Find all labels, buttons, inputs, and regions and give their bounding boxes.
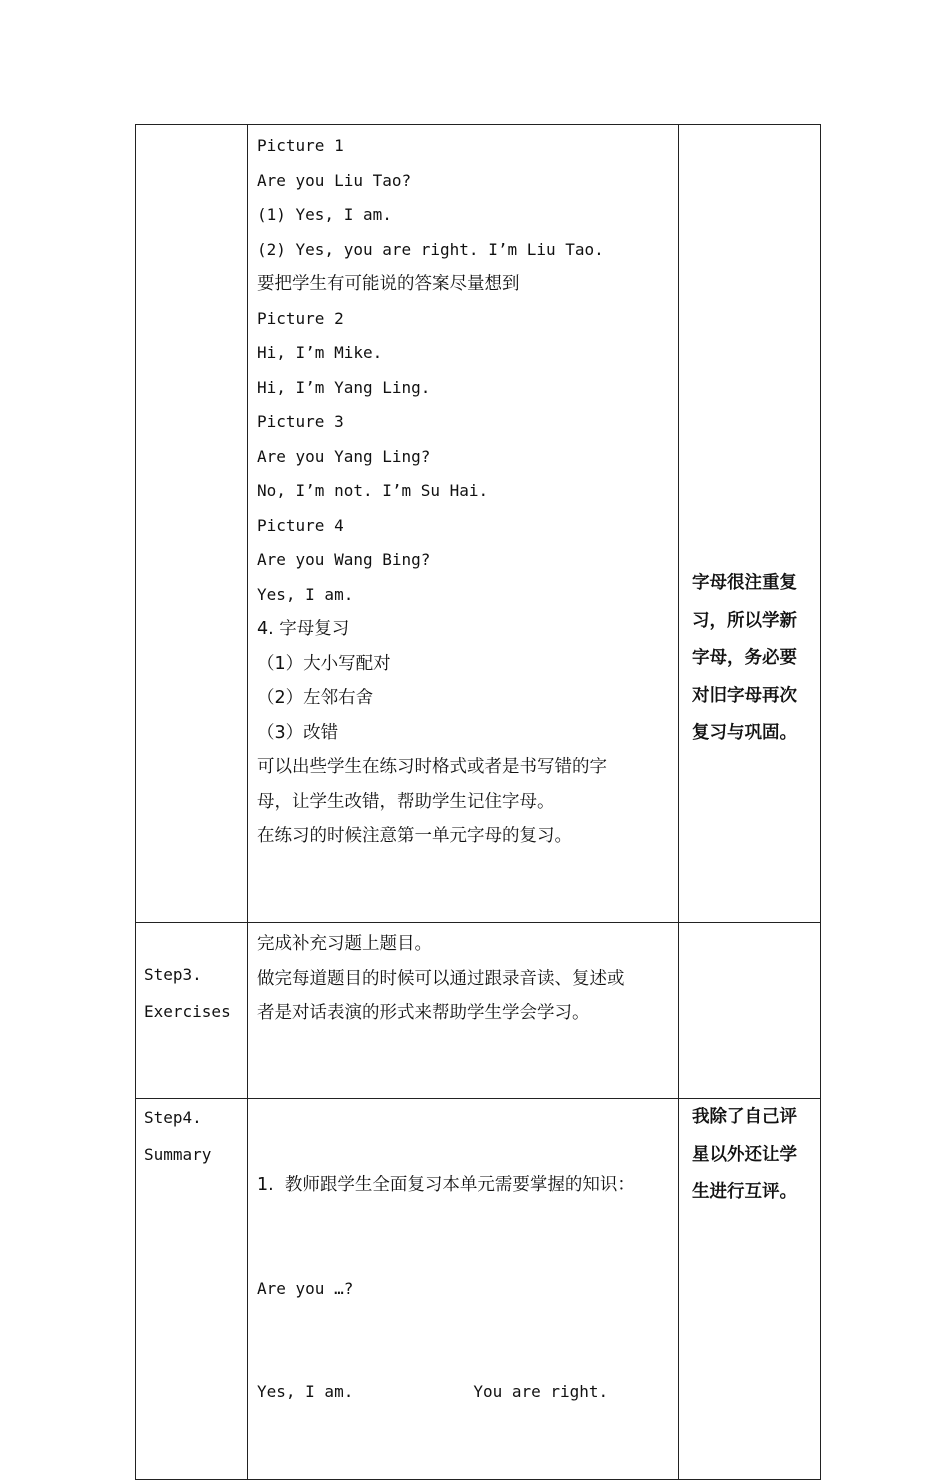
summary-answer-b: You are right. bbox=[473, 1382, 609, 1401]
procedure-line-17: （2）左邻右舍 bbox=[257, 688, 374, 708]
step-label-line-2: Exercises bbox=[144, 1002, 231, 1021]
procedure-line-12: Picture 4 bbox=[257, 515, 344, 535]
procedure-line-1: Picture 1 bbox=[257, 136, 344, 155]
procedure-text bbox=[248, 923, 678, 1031]
lesson-plan-table bbox=[135, 124, 821, 1480]
procedure-line-3: (1) Yes, I am. bbox=[257, 205, 392, 224]
procedure-line-1: 完成补充习题上题目。 bbox=[257, 934, 432, 954]
procedure-line-6: Picture 2 bbox=[257, 308, 344, 328]
summary-line-2: Are you …? bbox=[257, 1278, 354, 1298]
procedure-line-15: 4. 字母复习 bbox=[257, 619, 350, 639]
procedure-line-2: Are you Liu Tao? bbox=[257, 170, 412, 190]
step-label-line-2: Summary bbox=[144, 1145, 212, 1164]
procedure-line-16: （1）大小写配对 bbox=[257, 653, 391, 674]
note-line-5: 复习与巩固。 bbox=[692, 723, 797, 743]
summary-line-3 bbox=[257, 1375, 670, 1410]
step-label-cell bbox=[136, 923, 248, 1099]
summary-answer-a: Yes, I am. bbox=[257, 1382, 354, 1401]
note-line-3: 生进行互评。 bbox=[692, 1182, 797, 1202]
note-line-3: 字母，务必要 bbox=[692, 648, 797, 668]
procedure-line-10: Are you Yang Ling? bbox=[257, 446, 431, 466]
procedure-line-20: 母，让学生改错，帮助学生记住字母。 bbox=[257, 791, 555, 812]
note-cell bbox=[679, 923, 821, 1099]
note-line-2: 星以外还让学 bbox=[692, 1144, 797, 1165]
procedure-line-2: 做完每道题目的时候可以通过跟录音读、复述或 bbox=[257, 968, 625, 989]
procedure-line-3: 者是对话表演的形式来帮助学生学会学习。 bbox=[257, 1003, 590, 1023]
note-line-1: 我除了自己评 bbox=[692, 1107, 797, 1127]
step-label bbox=[136, 1099, 247, 1173]
step-label-cell-empty bbox=[136, 125, 248, 923]
table-row-exercises bbox=[136, 923, 821, 1099]
table-row-picture-practice bbox=[136, 125, 821, 923]
note-cell bbox=[679, 125, 821, 923]
procedure-line-21: 在练习的时候注意第一单元字母的复习。 bbox=[257, 826, 572, 846]
note-line-4: 对旧字母再次 bbox=[692, 685, 797, 706]
procedure-line-11: No, I’m not. I’m Su Hai. bbox=[257, 481, 489, 500]
teacher-note bbox=[679, 125, 820, 753]
procedure-cell bbox=[248, 1099, 679, 1480]
note-line-2: 习，所以学新 bbox=[692, 610, 797, 631]
note-line-1: 字母很注重复 bbox=[692, 573, 797, 593]
procedure-line-13: Are you Wang Bing? bbox=[257, 550, 431, 569]
procedure-cell bbox=[248, 125, 679, 923]
procedure-line-7: Hi, I’m Mike. bbox=[257, 343, 383, 362]
step-label-cell bbox=[136, 1099, 248, 1480]
procedure-line-9: Picture 3 bbox=[257, 412, 344, 431]
procedure-line-18: （3）改错 bbox=[257, 722, 339, 743]
summary-line-1: 1. 教师跟学生全面复习本单元需要掌握的知识： bbox=[257, 1175, 635, 1195]
step-label bbox=[136, 923, 247, 1030]
teacher-note bbox=[679, 1099, 820, 1212]
procedure-line-19: 可以出些学生在练习时格式或者是书写错的字 bbox=[257, 757, 607, 777]
table-row-summary bbox=[136, 1099, 821, 1480]
step-label-line-1: Step4. bbox=[144, 1108, 202, 1127]
procedure-line-14: Yes, I am. bbox=[257, 584, 354, 604]
procedure-text bbox=[248, 125, 678, 854]
procedure-text bbox=[248, 1099, 678, 1479]
procedure-line-5: 要把学生有可能说的答案尽量想到 bbox=[257, 274, 520, 294]
step-label-line-1: Step3. bbox=[144, 965, 202, 984]
procedure-cell bbox=[248, 923, 679, 1099]
procedure-line-8: Hi, I’m Yang Ling. bbox=[257, 377, 431, 397]
procedure-line-4: (2) Yes, you are right. I’m Liu Tao. bbox=[257, 239, 604, 259]
note-cell bbox=[679, 1099, 821, 1480]
